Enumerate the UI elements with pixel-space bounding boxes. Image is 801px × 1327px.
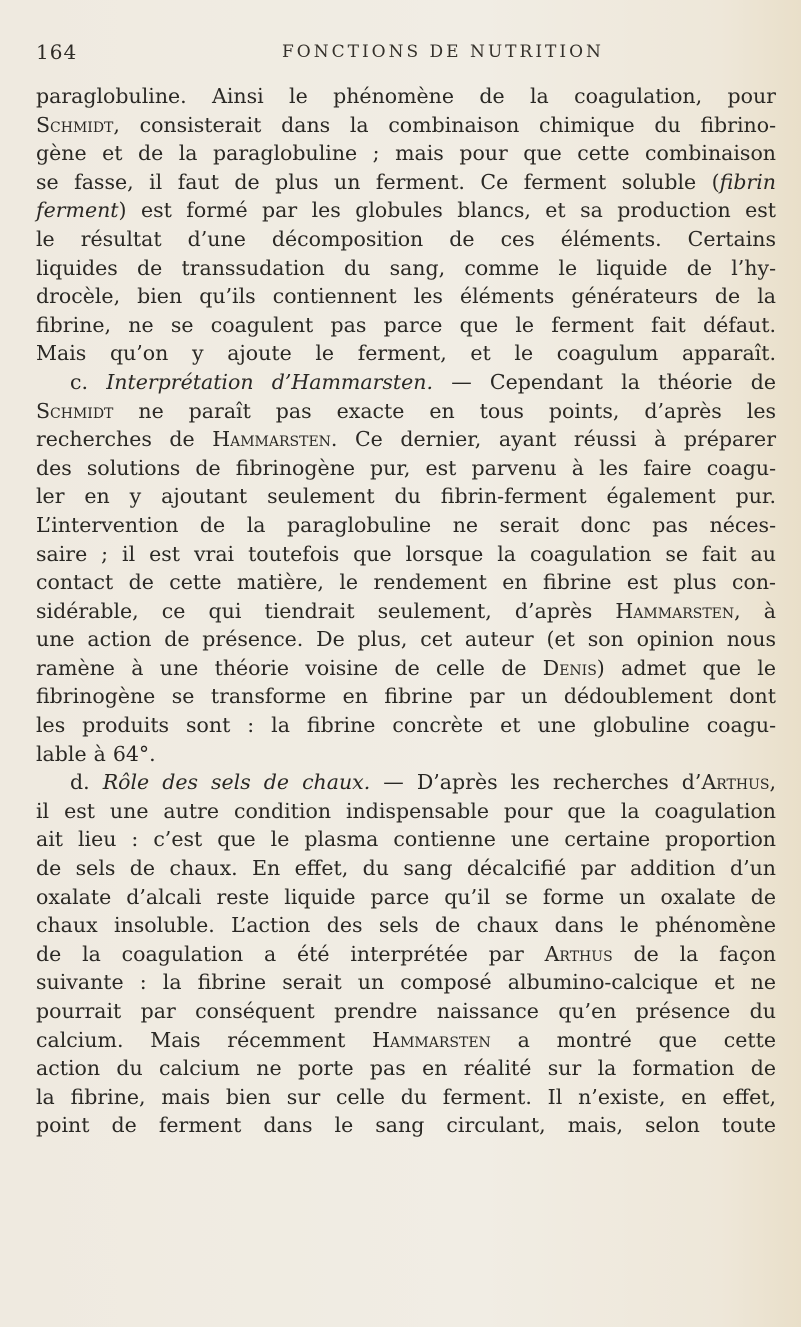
text-run: . Ce dernier, ayant réussi à préparer	[330, 427, 776, 452]
text-run: suivante : la fibrine serait un composé albumino-calcique et ne	[36, 970, 776, 995]
italic-text: fibrin	[719, 169, 776, 194]
italic-text: Rôle des sels de chaux.	[102, 770, 371, 795]
text-run: action du calcium ne porte pas en réalité sur la formation de	[36, 1056, 776, 1081]
text-line	[36, 1026, 776, 1055]
text-line	[36, 797, 776, 826]
text-run: , à	[734, 598, 776, 623]
text-run: des solutions de fibrinogène pur, est parvenu à les faire coagu-	[36, 455, 776, 480]
author-name: Hammarsten	[212, 427, 331, 452]
text-run: fibrinogène se transforme en fibrine par un dédoublement dont	[36, 684, 776, 709]
text-line	[36, 968, 776, 997]
text-run: L’intervention de la paraglobuline ne serait donc pas néces-	[36, 512, 776, 537]
text-line	[36, 625, 776, 654]
text-run: oxalate d’alcali reste liquide parce qu’il se forme un oxalate de	[36, 884, 776, 909]
text-line	[36, 139, 776, 168]
text-line	[36, 511, 776, 540]
text-run: paraglobuline. Ainsi le phénomène de la coagulation, pour	[36, 84, 776, 108]
text-line	[36, 1054, 776, 1083]
text-line	[36, 168, 776, 197]
text-line	[36, 339, 776, 368]
text-line	[36, 825, 776, 854]
text-line	[36, 397, 776, 426]
text-run: — Cependant la théorie de	[432, 369, 776, 394]
text-line	[36, 111, 776, 140]
text-run: la fibrine, mais bien sur celle du ferment. Il n’existe, en effet,	[36, 1084, 776, 1109]
italic-text: ferment	[36, 198, 119, 223]
author-name: Schmidt	[36, 398, 114, 423]
text-line	[36, 482, 776, 511]
text-run: ne paraît pas exacte en tous points, d’après les	[113, 398, 776, 423]
text-run: pourrait par conséquent prendre naissance qu’en présence du	[36, 999, 776, 1023]
author-name: Denis	[542, 655, 597, 680]
text-run: Mais qu’on y ajoute le ferment, et le coagulum apparaît.	[36, 341, 776, 366]
text-line	[36, 597, 776, 626]
text-run: lable à 64°.	[36, 741, 156, 766]
text-run: se fasse, il faut de plus un ferment. Ce ferment soluble (	[36, 169, 720, 194]
text-run: , consisterait dans la combinaison chimique du fibrino-	[113, 112, 776, 137]
page-number: 164	[36, 40, 78, 64]
text-line	[36, 225, 776, 254]
text-line	[36, 883, 776, 912]
page-header	[36, 40, 776, 70]
text-line	[36, 711, 776, 740]
text-line	[36, 368, 776, 397]
text-line	[36, 682, 776, 711]
text-run: — D’après les recherches d’	[370, 770, 702, 795]
text-line	[36, 196, 776, 225]
text-run: chaux insoluble. L’action des sels de chaux dans le phénomène	[36, 913, 776, 938]
author-name: Arthus	[701, 770, 770, 795]
text-run: il est une autre condition indispensable pour que la coagulation	[36, 798, 776, 823]
text-run: ler en y ajoutant seulement du fibrin-ferment également pur.	[36, 484, 776, 509]
italic-text: Interprétation d’Hammarsten.	[106, 369, 433, 394]
text-line	[36, 911, 776, 940]
text-line	[36, 425, 776, 454]
text-line	[36, 454, 776, 483]
text-line	[36, 654, 776, 683]
text-run: ramène à une théorie voisine de celle de	[36, 655, 543, 680]
text-line	[36, 768, 776, 797]
text-run: c.	[70, 369, 107, 394]
text-run: sidérable, ce qui tiendrait seulement, d’après	[36, 598, 616, 623]
text-run: de la coagulation a été interprétée par	[36, 941, 545, 966]
text-run: ) est formé par les globules blancs, et sa production est	[118, 198, 776, 223]
author-name: Hammarsten	[372, 1027, 491, 1052]
text-line	[36, 854, 776, 883]
text-run: ait lieu : c’est que le plasma contienne une certaine proportion	[36, 827, 776, 852]
text-run: calcium. Mais récemment	[36, 1027, 373, 1052]
text-run: gène et de la paraglobuline ; mais pour que cette combinaison	[36, 141, 776, 166]
text-run: saire ; il est vrai toutefois que lorsque la coagulation se fait au	[36, 541, 776, 566]
text-line	[36, 82, 776, 111]
text-line	[36, 1111, 776, 1140]
text-run: contact de cette matière, le rendement en fibrine est plus con-	[36, 570, 776, 595]
text-line	[36, 740, 776, 769]
text-run: de sels de chaux. En effet, du sang décalcifié par addition d’un	[36, 856, 776, 881]
text-run: de la façon	[612, 941, 776, 966]
text-run: ) admet que le	[596, 655, 776, 680]
text-run: ,	[769, 770, 777, 795]
text-line	[36, 940, 776, 969]
text-line	[36, 568, 776, 597]
author-name: Arthus	[544, 941, 613, 966]
text-run: recherches de	[36, 427, 213, 452]
text-run: a montré que cette	[490, 1027, 776, 1052]
text-run: le résultat d’une décomposition de ces éléments. Certains	[36, 226, 776, 251]
text-run: d.	[70, 770, 103, 795]
text-run: point de ferment dans le sang circulant, mais, selon toute	[36, 1113, 776, 1138]
text-run: les produits sont : la fibrine concrète et une globuline coagu-	[36, 713, 776, 738]
text-line	[36, 311, 776, 340]
text-line	[36, 997, 776, 1026]
text-line	[36, 254, 776, 283]
text-line	[36, 282, 776, 311]
text-line	[36, 1083, 776, 1112]
author-name: Schmidt	[36, 112, 114, 137]
text-run: liquides de transsudation du sang, comme le liquide de l’hy-	[36, 255, 776, 280]
text-run: drocèle, bien qu’ils contiennent les éléments générateurs de la	[36, 284, 776, 309]
text-run: fibrine, ne se coagulent pas parce que le ferment fait défaut.	[36, 312, 776, 337]
body-text	[36, 82, 776, 1140]
author-name: Hammarsten	[615, 598, 735, 623]
running-title: FONCTIONS DE NUTRITION	[282, 42, 604, 62]
text-run: une action de présence. De plus, cet auteur (et son opinion nous	[36, 627, 776, 652]
text-line	[36, 540, 776, 569]
